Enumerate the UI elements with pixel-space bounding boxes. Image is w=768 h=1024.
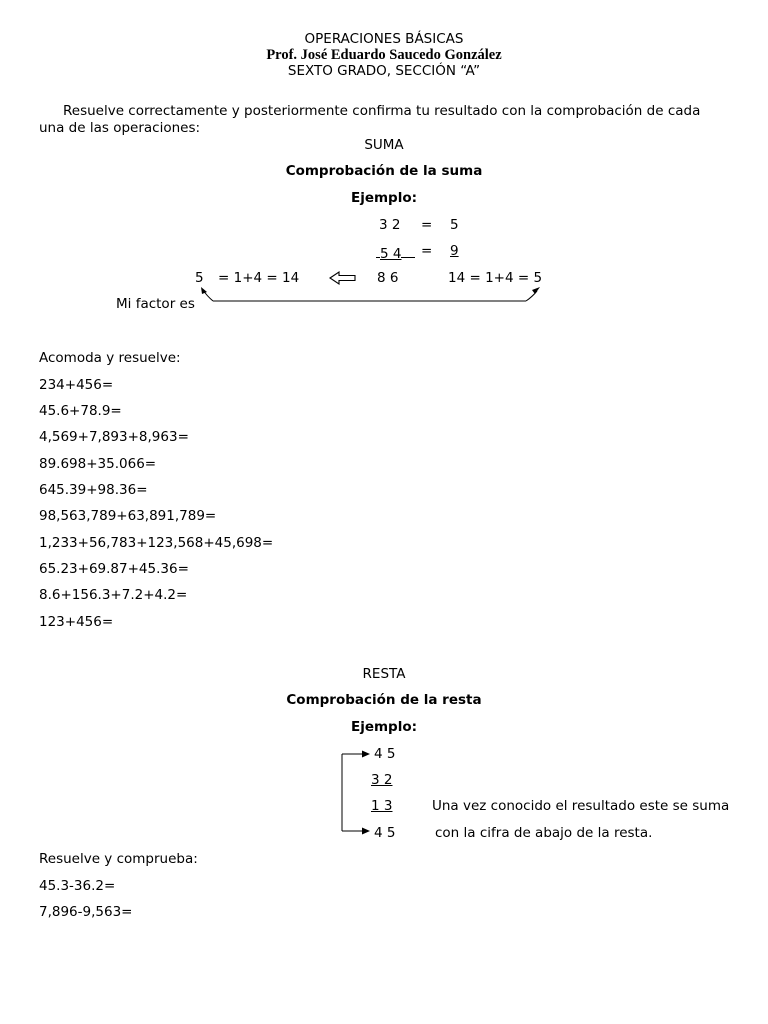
resta-instruction: Resuelve y comprueba: [39,851,198,867]
suma-instruction: Acomoda y resuelve: [39,350,181,366]
resta-row3-difference: 1 3 [371,798,393,814]
suma-row1-check: 5 [450,217,459,233]
suma-row2-check: 9 [450,243,459,259]
suma-result-left-five: 5 [195,270,204,286]
resta-exercise: 45.3-36.2= [39,878,116,894]
intro-line-2: una de las operaciones: [39,120,201,136]
factor-line-icon [201,287,540,301]
suma-exercise: 645.39+98.36= [39,482,148,498]
resta-row4-check: 4 5 [374,825,396,841]
suma-exercise: 65.23+69.87+45.36= [39,561,189,577]
suma-exercise: 45.6+78.9= [39,403,122,419]
suma-result-number: 8 6 [377,270,399,286]
suma-title: SUMA [364,137,404,153]
resta-note-line-1: Una vez conocido el resultado este se suma [432,798,730,814]
suma-exercise: 89.698+35.066= [39,456,157,472]
resta-exercise: 7,896-9,563= [39,904,133,920]
suma-row2-number: 5 4 [376,243,415,262]
suma-exercise: 4,569+7,893+8,963= [39,429,189,445]
suma-exercise: 123+456= [39,614,114,630]
header-title: OPERACIONES BÁSICAS [304,31,464,47]
suma-subtitle: Comprobación de la suma [285,163,483,179]
resta-subtitle: Comprobación de la resta [286,692,482,708]
suma-exercise: 1,233+56,783+123,568+45,698= [39,535,274,551]
suma-factor-label: Mi factor es [116,296,195,312]
bracket-arrow-icon [342,751,370,835]
resta-example-label: Ejemplo: [350,719,418,735]
suma-row1-equals: = [421,217,433,233]
suma-row2-equals: = [421,243,433,259]
intro-line-1: Resuelve correctamente y posteriormente confirma tu resultado con la comprobación de cada [63,103,701,119]
resta-row1-minuend: 4 5 [374,746,396,762]
resta-note-line-2: con la cifra de abajo de la resta. [435,825,653,841]
suma-row1-number: 3 2 [379,217,401,233]
suma-example-label: Ejemplo: [350,190,418,206]
suma-exercise: 234+456= [39,377,114,393]
resta-row2-subtrahend: 3 2 [371,772,393,788]
suma-exercise: 8.6+156.3+7.2+4.2= [39,587,188,603]
suma-exercise: 98,563,789+63,891,789= [39,508,217,524]
suma-result-left-expression: = 1+4 = 14 [218,270,300,286]
resta-title: RESTA [362,666,406,682]
header-grade: SEXTO GRADO, SECCIÓN “A” [287,63,481,79]
header-teacher: Prof. José Eduardo Saucedo González [266,47,502,63]
suma-result-right-expression: 14 = 1+4 = 5 [448,270,543,286]
hollow-left-arrow-icon [330,272,355,284]
